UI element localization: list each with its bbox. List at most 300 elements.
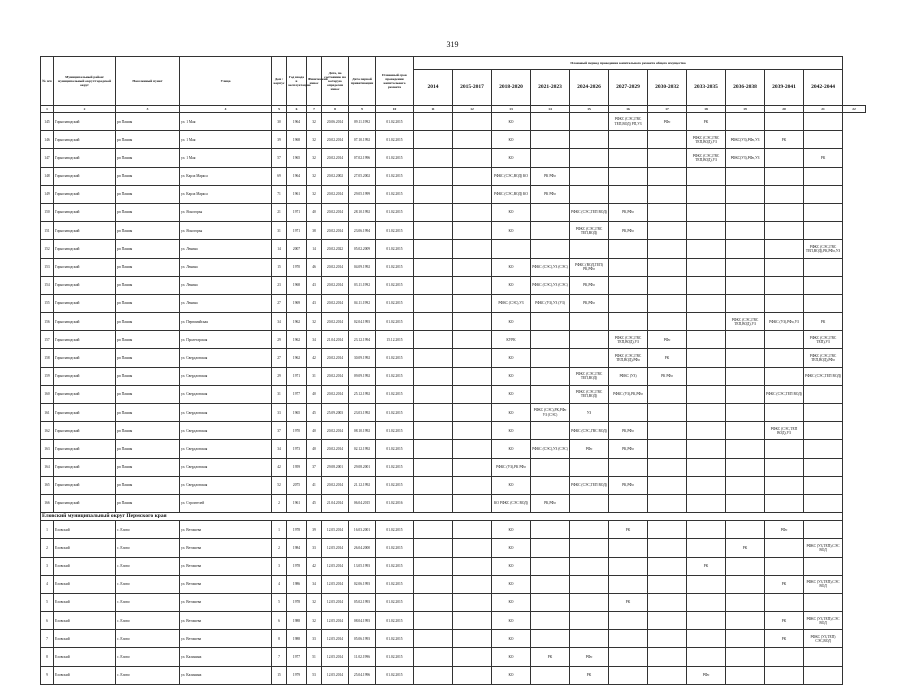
row-house: 7 (272, 648, 287, 666)
row-built: 2007 (287, 240, 307, 258)
row-period-works: РФКС (УЗ),УЗ (УЗ) (531, 294, 570, 312)
row-num: 158 (41, 349, 54, 367)
column-number: 2 (54, 106, 116, 113)
row-num: 164 (41, 458, 54, 476)
row-wear: 45 (307, 494, 322, 512)
row-period-works (609, 539, 648, 557)
row-period-works (570, 349, 609, 367)
row-period-works (531, 630, 570, 648)
row-period-works: КО (492, 222, 531, 240)
row-date-state: 12.05.2014 (322, 593, 349, 611)
row-period-works: РК (804, 313, 843, 331)
row-period-works (531, 313, 570, 331)
row-period-works (804, 276, 843, 294)
row-period-works: РК (687, 113, 726, 131)
row-period-works (687, 422, 726, 440)
row-period-works (648, 258, 687, 276)
row-built: 1961 (287, 494, 307, 512)
row-date-priv: 23.12.1994 (349, 331, 376, 349)
row-settlement: с. Елово (116, 666, 180, 684)
row-district: Горнозаводский (54, 294, 116, 312)
row-period-works: РК,РФо (570, 294, 609, 312)
row-period-works (687, 612, 726, 630)
row-period-works: РФо (765, 521, 804, 539)
row-built: 1986 (287, 575, 307, 593)
row-built: 1988 (287, 630, 307, 648)
column-number: 16 (609, 106, 648, 113)
row-date-state: 12.05.2014 (322, 521, 349, 539)
row-district: Горнозаводский (54, 349, 116, 367)
row-wear: 43 (307, 294, 322, 312)
table-row (41, 458, 866, 476)
column-number: 7 (307, 106, 322, 113)
row-period-works (804, 203, 843, 221)
row-period-works: РК РФо (531, 167, 570, 185)
row-period-works (453, 276, 492, 294)
table-row (41, 331, 866, 349)
row-date-state: 20.02.2014 (322, 422, 349, 440)
row-settlement: рп Пашия (116, 149, 180, 167)
column-number: 21 (804, 106, 843, 113)
row-period-works (609, 276, 648, 294)
row-num: 150 (41, 203, 54, 221)
row-wear: 32 (307, 113, 322, 131)
section-title: Еловский муниципальный округ Пермского края (41, 513, 843, 521)
row-wear: 33 (307, 539, 322, 557)
row-built: 1978 (287, 521, 307, 539)
row-period-works: РФо (648, 113, 687, 131)
row-period-works (570, 240, 609, 258)
row-district: Горнозаводский (54, 440, 116, 458)
row-period-works: РФКС (СЭС,ГВС ВОД) (570, 422, 609, 440)
row-period-works (531, 222, 570, 240)
row-date-priv: 25.12.1992 (349, 385, 376, 403)
row-period-works (726, 113, 765, 131)
row-street: ул. Строителей (180, 494, 272, 512)
row-house: 15 (272, 666, 287, 684)
row-period-works (765, 458, 804, 476)
row-house: 31 (272, 385, 287, 403)
row-street: ул. Карла Маркса (180, 185, 272, 203)
row-period-works: РФо (687, 666, 726, 684)
row-period-works: РК (609, 521, 648, 539)
row-period-works: РФКС (СЭС,ГВС ТЕП),УЗ (804, 331, 843, 349)
row-period-works: РФКС (СЭС),РК,РФо УЗ (СЭС) (531, 404, 570, 422)
row-date-state: 20.02.2014 (322, 203, 349, 221)
row-period-works: КО (492, 349, 531, 367)
row-wear: 40 (307, 203, 322, 221)
row-settlement: рп Пашия (116, 440, 180, 458)
row-wear: 39 (307, 521, 322, 539)
table-row (41, 476, 866, 494)
table-row (41, 539, 866, 557)
row-period-works (609, 557, 648, 575)
row-period-works (648, 593, 687, 611)
row-period-works (687, 648, 726, 666)
row-period-works (726, 612, 765, 630)
row-period-works (765, 276, 804, 294)
row-period-works (453, 612, 492, 630)
row-deadline: 01.02.2015 (376, 440, 414, 458)
row-num: 159 (41, 367, 54, 385)
row-period-works (570, 612, 609, 630)
row-num: 1 (41, 521, 54, 539)
row-street: ул. Ветошева (180, 593, 272, 611)
row-period-works: РФКС (УЗ,ТЕП) СЭС,ВОД (804, 630, 843, 648)
row-settlement: рп Пашия (116, 222, 180, 240)
row-wear: 32 (307, 612, 322, 630)
row-period-works (414, 185, 453, 203)
column-number: 15 (570, 106, 609, 113)
table-row (41, 521, 866, 539)
row-deadline: 01.02.2015 (376, 458, 414, 476)
row-period-works (687, 575, 726, 593)
row-date-state: 12.05.2014 (322, 630, 349, 648)
row-house: 33 (272, 404, 287, 422)
row-wear: 32 (307, 131, 322, 149)
row-period-works (414, 494, 453, 512)
row-built: 1962 (287, 349, 307, 367)
row-house: 27 (272, 349, 287, 367)
row-built: 1988 (287, 612, 307, 630)
row-house: 29 (272, 367, 287, 385)
row-wear: 33 (307, 630, 322, 648)
row-period-works (726, 240, 765, 258)
row-settlement: с. Елово (116, 575, 180, 593)
row-period-works (648, 185, 687, 203)
row-date-state: 20.02.2014 (322, 313, 349, 331)
row-num: 162 (41, 422, 54, 440)
row-period-works (453, 440, 492, 458)
table-row (41, 113, 866, 131)
row-settlement: рп Пашия (116, 185, 180, 203)
row-period-works: РФКС (ВОД,ТЕП) РК,РФо (570, 258, 609, 276)
row-period-works (804, 666, 843, 684)
row-built: 1978 (287, 557, 307, 575)
row-num: 163 (41, 440, 54, 458)
row-period-works (531, 575, 570, 593)
table-row (41, 367, 866, 385)
row-period-works (414, 294, 453, 312)
row-period-works (765, 331, 804, 349)
row-built: 1959 (287, 458, 307, 476)
column-number: 14 (531, 106, 570, 113)
row-period-works (765, 367, 804, 385)
row-period-works (609, 404, 648, 422)
row-built: 1964 (287, 113, 307, 131)
row-period-works: РК (765, 131, 804, 149)
row-settlement: рп Пашия (116, 349, 180, 367)
row-period-works: РФКС (СЭС,ГВС ТЕП,ВОД) (570, 222, 609, 240)
row-period-works: КО (492, 404, 531, 422)
row-num: 154 (41, 276, 54, 294)
row-built: 1970 (287, 422, 307, 440)
row-house: 1 (272, 521, 287, 539)
row-period-works: РФо (570, 440, 609, 458)
row-deadline: 01.02.2015 (376, 385, 414, 403)
row-period-works (570, 521, 609, 539)
row-district: Горнозаводский (54, 131, 116, 149)
row-street: ул. Ветошева (180, 539, 272, 557)
row-period-works (453, 149, 492, 167)
row-period-works (648, 521, 687, 539)
row-period-works (414, 630, 453, 648)
header-period: 2024-2026 (570, 70, 609, 106)
row-wear: 42 (307, 557, 322, 575)
table-row (41, 666, 866, 684)
row-period-works (414, 458, 453, 476)
row-period-works: КО (492, 666, 531, 684)
row-period-works (687, 167, 726, 185)
row-period-works: РФо (648, 331, 687, 349)
row-wear: 43 (307, 276, 322, 294)
row-period-works (804, 167, 843, 185)
row-period-works (414, 440, 453, 458)
row-num: 3 (41, 557, 54, 575)
row-period-works: РФКС (СЭС,ТЕП ВОД) (570, 203, 609, 221)
row-street: ул. Ленина (180, 240, 272, 258)
row-period-works (726, 349, 765, 367)
row-period-works (531, 367, 570, 385)
row-period-works (726, 331, 765, 349)
row-house: 57 (272, 149, 287, 167)
row-street: ул. Ленина (180, 294, 272, 312)
row-period-works (414, 313, 453, 331)
row-period-works: РФКС (СЭС,ТЕП ВОД),УЗ (765, 422, 804, 440)
row-house: 4 (272, 575, 287, 593)
row-period-works: РФКС (СЭС,ГВС ТЕП,ВОД),УЗ (687, 131, 726, 149)
header-period: 2036-2038 (726, 70, 765, 106)
row-street: ул. 1 Мая (180, 113, 272, 131)
row-period-works: РК,РФо (609, 440, 648, 458)
row-period-works (414, 612, 453, 630)
row-street: ул. 1 Мая (180, 149, 272, 167)
row-period-works (609, 258, 648, 276)
row-date-state: 12.05.2014 (322, 666, 349, 684)
row-period-works: РФКС (УЗ),РФо,УЗ (765, 313, 804, 331)
row-period-works (570, 113, 609, 131)
row-period-works: РФКС (СЭС,ВОД) КО (492, 167, 531, 185)
row-settlement: рп Пашия (116, 276, 180, 294)
row-period-works (453, 539, 492, 557)
row-period-works: КО (492, 440, 531, 458)
row-period-works (609, 612, 648, 630)
row-district: Еловский (54, 593, 116, 611)
row-district: Горнозаводский (54, 476, 116, 494)
row-period-works (570, 630, 609, 648)
row-district: Горнозаводский (54, 458, 116, 476)
row-street: ул. Ленина (180, 276, 272, 294)
row-period-works: РК,РФо (609, 476, 648, 494)
row-date-priv: 02.12.1992 (349, 440, 376, 458)
row-date-priv: 06.04.2015 (349, 494, 376, 512)
table-row (41, 131, 866, 149)
row-house: 31 (272, 222, 287, 240)
row-period-works (804, 476, 843, 494)
row-period-works (648, 494, 687, 512)
row-settlement: рп Пашия (116, 131, 180, 149)
row-period-works (765, 404, 804, 422)
row-settlement: с. Елово (116, 593, 180, 611)
row-date-priv: 16.03.2001 (349, 521, 376, 539)
row-period-works (726, 276, 765, 294)
row-period-works (648, 131, 687, 149)
row-period-works (531, 593, 570, 611)
row-period-works: КУРК (492, 331, 531, 349)
row-house: 21 (272, 203, 287, 221)
row-period-works (453, 476, 492, 494)
table-row (41, 149, 866, 167)
row-date-state: 20.02.2014 (322, 131, 349, 149)
row-date-state: 20.02.2014 (322, 258, 349, 276)
row-period-works (687, 258, 726, 276)
header-period: 2033-2035 (687, 70, 726, 106)
row-date-state: 21.04.2014 (322, 331, 349, 349)
row-date-state: 20.02.2014 (322, 476, 349, 494)
row-period-works (414, 404, 453, 422)
row-date-priv: 02.04.1993 (349, 313, 376, 331)
row-period-works (414, 349, 453, 367)
row-period-works (531, 240, 570, 258)
row-date-state: 20.02.2014 (322, 149, 349, 167)
row-street: ул. Свердловская (180, 349, 272, 367)
row-period-works: КО РФКС (СЭС ВОД) (492, 494, 531, 512)
row-period-works (726, 494, 765, 512)
row-period-works (414, 331, 453, 349)
table-row (41, 203, 866, 221)
row-period-works (453, 648, 492, 666)
row-period-works (609, 666, 648, 684)
row-district: Еловский (54, 666, 116, 684)
row-house: 69 (272, 167, 287, 185)
row-deadline: 01.02.2015 (376, 521, 414, 539)
row-period-works (609, 149, 648, 167)
row-period-works: РК (531, 648, 570, 666)
row-period-works (453, 240, 492, 258)
row-house: 27 (272, 294, 287, 312)
header-date-priv: Дата первой приватизации (349, 57, 376, 106)
row-wear: 45 (307, 404, 322, 422)
row-street: ул. 1 Мая (180, 131, 272, 149)
header-period: 2015-2017 (453, 70, 492, 106)
row-period-works: РК (765, 612, 804, 630)
header-period: 2030-2032 (648, 70, 687, 106)
row-period-works (726, 440, 765, 458)
row-date-priv: 30.09.1992 (349, 349, 376, 367)
row-period-works (726, 203, 765, 221)
row-period-works (687, 276, 726, 294)
row-settlement: рп Пашия (116, 494, 180, 512)
column-number: 8 (322, 106, 349, 113)
row-period-works: РФКС (СЭС,ГВС ТЕП,ВОД) (570, 367, 609, 385)
row-period-works (570, 149, 609, 167)
row-house: 5 (272, 593, 287, 611)
row-district: Горнозаводский (54, 494, 116, 512)
row-num: 4 (41, 575, 54, 593)
row-period-works (609, 185, 648, 203)
row-period-works: КО (492, 612, 531, 630)
row-period-works (453, 575, 492, 593)
row-date-state: 20.02.2014 (322, 367, 349, 385)
row-period-works: РК РФо (531, 185, 570, 203)
row-period-works (570, 593, 609, 611)
row-period-works (765, 203, 804, 221)
row-period-works (453, 666, 492, 684)
row-period-works (804, 648, 843, 666)
row-period-works (453, 557, 492, 575)
row-period-works (804, 521, 843, 539)
row-period-works: РФКС (СЭС),УЗ (СЭС) (531, 276, 570, 294)
row-period-works (570, 185, 609, 203)
header-house: Дом / корпус (272, 57, 287, 106)
row-period-works (687, 476, 726, 494)
row-date-state: 20.02.2014 (322, 294, 349, 312)
row-settlement: рп Пашия (116, 331, 180, 349)
row-deadline: 01.02.2015 (376, 422, 414, 440)
row-built: 1984 (287, 539, 307, 557)
row-num: 2 (41, 539, 54, 557)
row-period-works (414, 476, 453, 494)
row-num: 156 (41, 313, 54, 331)
row-period-works (531, 385, 570, 403)
row-period-works (687, 385, 726, 403)
row-wear: 40 (307, 440, 322, 458)
row-period-works (531, 349, 570, 367)
row-street: ул. Ясногорья (180, 222, 272, 240)
row-period-works (414, 203, 453, 221)
row-period-works: РФКС (СЭС,ГВС ТЕП,ВОД),УЗ (609, 331, 648, 349)
row-date-state: 20.02.2014 (322, 222, 349, 240)
row-period-works (687, 367, 726, 385)
row-street: ул. Свердловская (180, 458, 272, 476)
row-period-works (570, 313, 609, 331)
row-period-works (804, 557, 843, 575)
row-deadline: 01.02.2015 (376, 593, 414, 611)
row-period-works (453, 521, 492, 539)
row-num: 161 (41, 404, 54, 422)
row-period-works: РФКС (УЗ),РК РФо (492, 458, 531, 476)
row-deadline: 01.02.2015 (376, 313, 414, 331)
row-district: Еловский (54, 539, 116, 557)
row-settlement: с. Елово (116, 557, 180, 575)
row-street: ул. Карла Маркса (180, 167, 272, 185)
row-wear: 51 (307, 648, 322, 666)
row-district: Горнозаводский (54, 367, 116, 385)
row-date-state: 12.05.2014 (322, 557, 349, 575)
row-wear: 42 (307, 349, 322, 367)
row-period-works: РФКС (СЭС,ГВС ТЕП,ВОД),УЗ (687, 149, 726, 167)
row-period-works (609, 240, 648, 258)
row-deadline: 01.02.2015 (376, 131, 414, 149)
row-period-works (531, 539, 570, 557)
header-street: Улица (180, 57, 272, 106)
row-period-works (648, 240, 687, 258)
row-period-works: РК,РФо (609, 422, 648, 440)
row-deadline: 01.02.2015 (376, 404, 414, 422)
row-period-works: КО (492, 385, 531, 403)
row-period-works: РК (648, 349, 687, 367)
row-period-works (453, 294, 492, 312)
row-period-works: РК,РФо (609, 203, 648, 221)
row-period-works: РФКС (СЭС),УЗ (СЭС) (531, 440, 570, 458)
row-period-works (765, 476, 804, 494)
row-deadline: 01.02.2015 (376, 648, 414, 666)
row-house: 39 (272, 131, 287, 149)
column-number: 20 (765, 106, 804, 113)
row-period-works (648, 630, 687, 648)
row-period-works (414, 385, 453, 403)
row-num: 165 (41, 476, 54, 494)
